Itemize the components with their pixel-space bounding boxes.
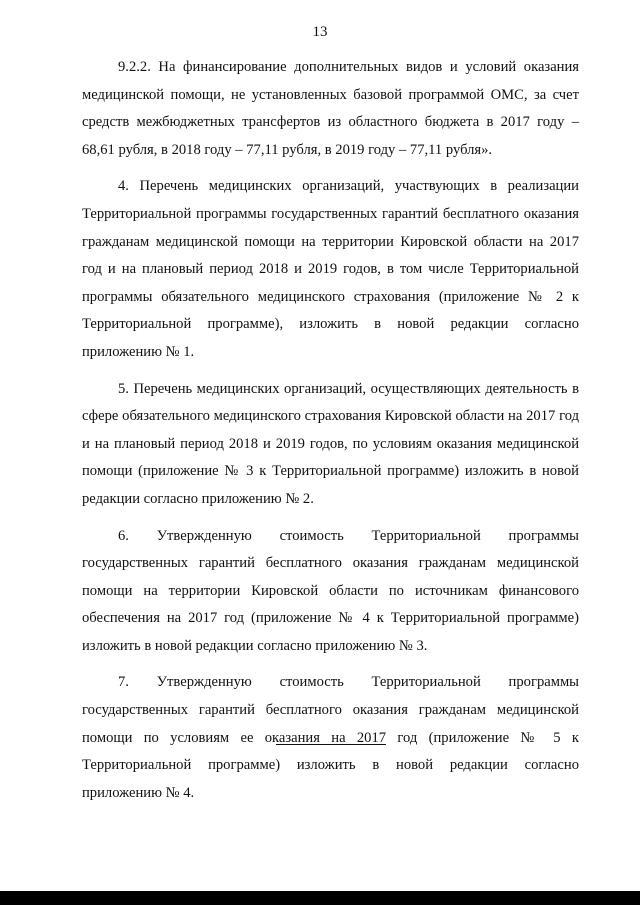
scan-edge-bar [0, 891, 640, 905]
document-body [82, 54, 579, 816]
paragraph-9-2-2: 9.2.2. На финансирование дополнительных видов и условий оказания медицинской помощи, не установленных базовой программой ОМС, за счет средств межбюджетных трансфертов из областного бюджета в 2017 году – 68,61 рубля, в 2018 году – 77,11 рубля, в 2019 году – 77,11 рубля». [82, 59, 579, 158]
paragraph-item-5: 5. Перечень медицинских организаций, осуществляющих деятельность в сфере обязательного медицинского страхования Кировской области на 2017 год и на плановый период 2018 и 2019 годов, по условиям оказания медицинской помощи (приложение № 3 к Территориальной программе) изложить в новой редакции согласно приложению № 2. [82, 380, 579, 507]
paragraph-item-4: 4. Перечень медицинских организаций, участвующих в реализации Территориальной программы государственных гарантий бесплатного оказания гражданам медицинской помощи на территории Кировской области на 2017 год и на плановый период 2018 и 2019 годов, в том числе Территориальной программы обязательного медицинского страхования (приложение № 2 к Территориальной программе), изложить в новой редакции согласно приложению № 1. [82, 178, 579, 360]
paragraph-item-7: 7. Утвержденную стоимость Территориальной программы государственных гарантий бесплатного оказания гражданам медицинской помощи по условиям ее оказания на 2017 год (приложение № 5 к Территориальной программе) изложить в новой редакции согласно приложению № 4. [82, 674, 579, 801]
closing-rule [276, 744, 386, 745]
paragraph-item-6: 6. Утвержденную стоимость Территориальной программы государственных гарантий бесплатного оказания гражданам медицинской помощи на территории Кировской области по источникам финансового обеспечения на 2017 год (приложение № 4 к Территориальной программе) изложить в новой редакции согласно приложению № 3. [82, 527, 579, 654]
page-number: 13 [312, 24, 328, 40]
